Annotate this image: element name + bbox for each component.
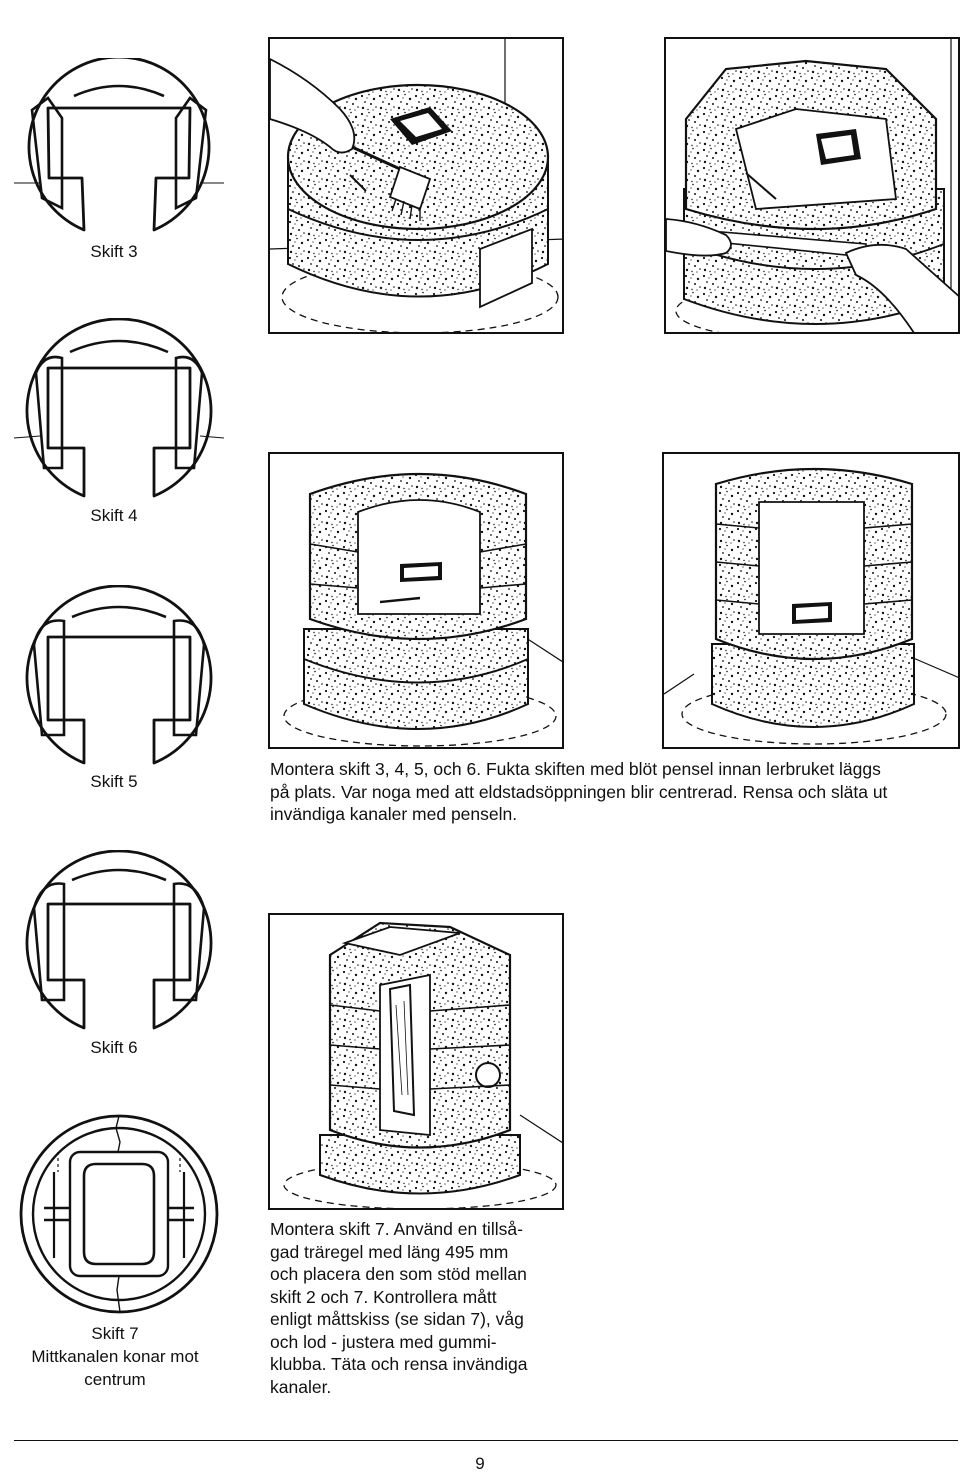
illustration-brushing-layer: [268, 37, 564, 334]
illustration-level-check: [664, 37, 960, 334]
plan-label-skift-7-line-2: Mittkanalen konar mot: [31, 1347, 199, 1366]
text-line: och lod - justera med gummi-: [270, 1331, 497, 1352]
text-line: enligt måttskiss (se sidan 7), våg: [270, 1309, 524, 1329]
plan-label-skift-7-line-3: centrum: [84, 1370, 146, 1389]
text-line: invändiga kanaler med penseln.: [270, 804, 518, 824]
instructions-course-7: [270, 1218, 570, 1398]
text-line: kanaler.: [270, 1376, 332, 1397]
plan-skift-7: [14, 1112, 224, 1317]
text-line: gad träregel med läng 495 mm: [270, 1241, 509, 1262]
page-number: 9: [475, 1454, 485, 1473]
text-line: på plats. Var noga med att eldstadsöppningen blir centrerad. Rensa och släta ut: [270, 781, 888, 802]
footer-rule: [14, 1440, 958, 1441]
plan-label-skift-7-line-1: Skift 7: [91, 1324, 139, 1343]
plan-label-skift-3: Skift 3: [90, 242, 138, 261]
text-line: Montera skift 7. Använd en tillså-: [270, 1219, 523, 1239]
plan-skift-6: [14, 850, 224, 1035]
plan-label-skift-4: Skift 4: [90, 506, 138, 525]
text-line: skift 2 och 7. Kontrollera mått: [270, 1286, 497, 1307]
instructions-courses-3-6: [270, 758, 960, 826]
text-line: klubba. Täta och rensa invändiga: [270, 1354, 528, 1374]
illustration-support-beam: [268, 913, 564, 1210]
plan-skift-4: [14, 318, 224, 503]
text-line: Montera skift 3, 4, 5, och 6. Fukta skiften med blöt pensel innan lerbruket läggs: [270, 759, 881, 779]
text-line: och placera den som stöd mellan: [270, 1264, 527, 1284]
plan-skift-5: [14, 585, 224, 770]
plan-label-skift-5: Skift 5: [90, 772, 138, 791]
illustration-tall-walls: [662, 452, 960, 749]
illustration-walls-assembly: [268, 452, 564, 749]
plan-label-skift-6: Skift 6: [90, 1038, 138, 1057]
plan-skift-3: [14, 58, 224, 238]
plan-label-skift-7: [14, 1322, 216, 1391]
